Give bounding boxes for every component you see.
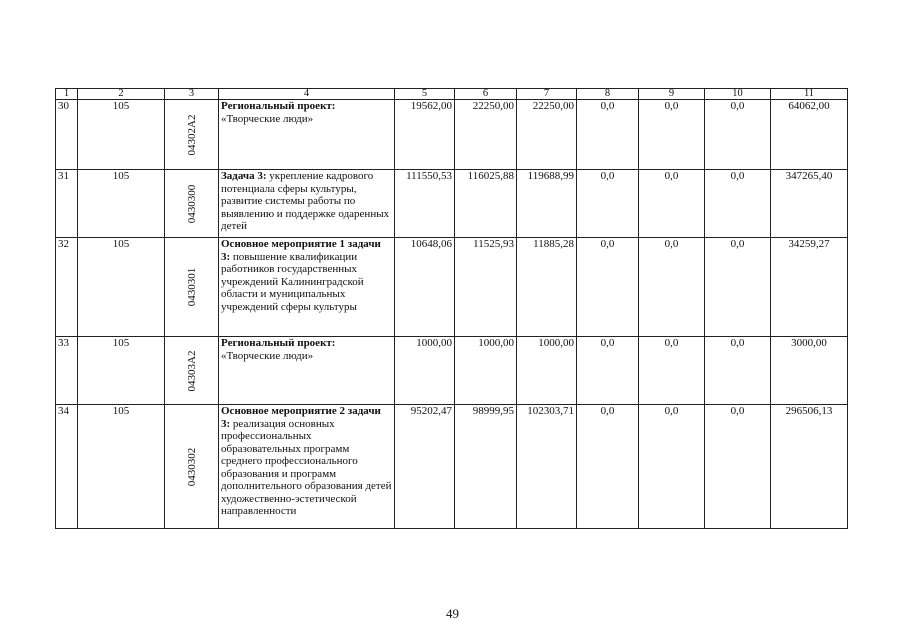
value-col10: 0,0 [705, 170, 771, 238]
value-col11: 347265,40 [771, 170, 848, 238]
value-col8: 0,0 [577, 405, 639, 529]
value-col11: 296506,13 [771, 405, 848, 529]
row-number: 31 [56, 170, 78, 238]
column-header: 2 [78, 89, 165, 100]
description-title: Региональный проект: [221, 100, 336, 112]
column-header: 9 [639, 89, 705, 100]
value-col11: 64062,00 [771, 100, 848, 170]
value-col7: 119688,99 [517, 170, 577, 238]
description-title: Задача 3: [221, 170, 267, 182]
column-header: 11 [771, 89, 848, 100]
value-col8: 0,0 [577, 100, 639, 170]
description-title: Основное мероприятие 2 задачи 3: [221, 405, 381, 430]
value-col10: 0,0 [705, 100, 771, 170]
value-col10: 0,0 [705, 405, 771, 529]
value-col6: 1000,00 [455, 337, 517, 405]
description-title: Основное мероприятие 1 задачи 3: [221, 238, 381, 263]
description-title: Региональный проект: [221, 337, 336, 349]
value-col7: 102303,71 [517, 405, 577, 529]
value-col6: 98999,95 [455, 405, 517, 529]
value-col9: 0,0 [639, 405, 705, 529]
code-b-cell [165, 405, 219, 529]
description-text: повышение квалификации работников государственных учреждений Калининградской области и муниципальных учреждений сферы культуры [221, 250, 364, 313]
value-col9: 0,0 [639, 100, 705, 170]
value-col8: 0,0 [577, 238, 639, 337]
code-a: 105 [78, 238, 165, 337]
description [219, 170, 395, 238]
value-col9: 0,0 [639, 170, 705, 238]
code-b: 0430300 [185, 184, 198, 223]
column-header: 8 [577, 89, 639, 100]
column-header: 3 [165, 89, 219, 100]
description [219, 337, 395, 405]
table-row [56, 238, 848, 337]
column-header: 6 [455, 89, 517, 100]
code-a: 105 [78, 100, 165, 170]
column-header: 5 [395, 89, 455, 100]
value-col5: 19562,00 [395, 100, 455, 170]
code-b: 04303A2 [185, 350, 198, 391]
value-col6: 22250,00 [455, 100, 517, 170]
value-col5: 111550,53 [395, 170, 455, 238]
description-text: «Творческие люди» [221, 112, 314, 125]
description-text: «Творческие люди» [221, 349, 314, 362]
column-header-row [56, 89, 848, 100]
table-row [56, 170, 848, 238]
value-col6: 11525,93 [455, 238, 517, 337]
code-b-cell [165, 238, 219, 337]
value-col7: 22250,00 [517, 100, 577, 170]
value-col7: 11885,28 [517, 238, 577, 337]
row-number: 32 [56, 238, 78, 337]
code-b: 04302A2 [185, 114, 198, 155]
code-b-cell [165, 337, 219, 405]
value-col9: 0,0 [639, 238, 705, 337]
column-header: 1 [56, 89, 78, 100]
page-number: 49 [446, 606, 459, 621]
description-text: укрепление кадрового потенциала сферы культуры, развитие системы работы по выявлению и поддержке одаренных детей [221, 170, 390, 232]
row-number: 33 [56, 337, 78, 405]
table-row [56, 405, 848, 529]
value-col5: 1000,00 [395, 337, 455, 405]
value-col11: 3000,00 [771, 337, 848, 405]
value-col10: 0,0 [705, 337, 771, 405]
value-col7: 1000,00 [517, 337, 577, 405]
code-b: 0430302 [185, 447, 198, 486]
value-col9: 0,0 [639, 337, 705, 405]
code-b-cell [165, 170, 219, 238]
description [219, 238, 395, 337]
value-col5: 10648,06 [395, 238, 455, 337]
value-col11: 34259,27 [771, 238, 848, 337]
column-header: 10 [705, 89, 771, 100]
code-a: 105 [78, 405, 165, 529]
code-a: 105 [78, 337, 165, 405]
description [219, 100, 395, 170]
budget-table [55, 88, 848, 529]
value-col8: 0,0 [577, 170, 639, 238]
code-a: 105 [78, 170, 165, 238]
row-number: 34 [56, 405, 78, 529]
code-b: 0430301 [185, 267, 198, 307]
table-row [56, 337, 848, 405]
value-col6: 116025,88 [455, 170, 517, 238]
value-col8: 0,0 [577, 337, 639, 405]
value-col10: 0,0 [705, 238, 771, 337]
code-b-cell [165, 100, 219, 170]
value-col5: 95202,47 [395, 405, 455, 529]
row-number: 30 [56, 100, 78, 170]
table-row [56, 100, 848, 170]
column-header: 7 [517, 89, 577, 100]
description-text: реализация основных профессиональных образовательных программ среднего профессионального образования и программ дополнительного образования детей художественно-эстетической направленности [221, 417, 392, 517]
description [219, 405, 395, 529]
column-header: 4 [219, 89, 395, 100]
